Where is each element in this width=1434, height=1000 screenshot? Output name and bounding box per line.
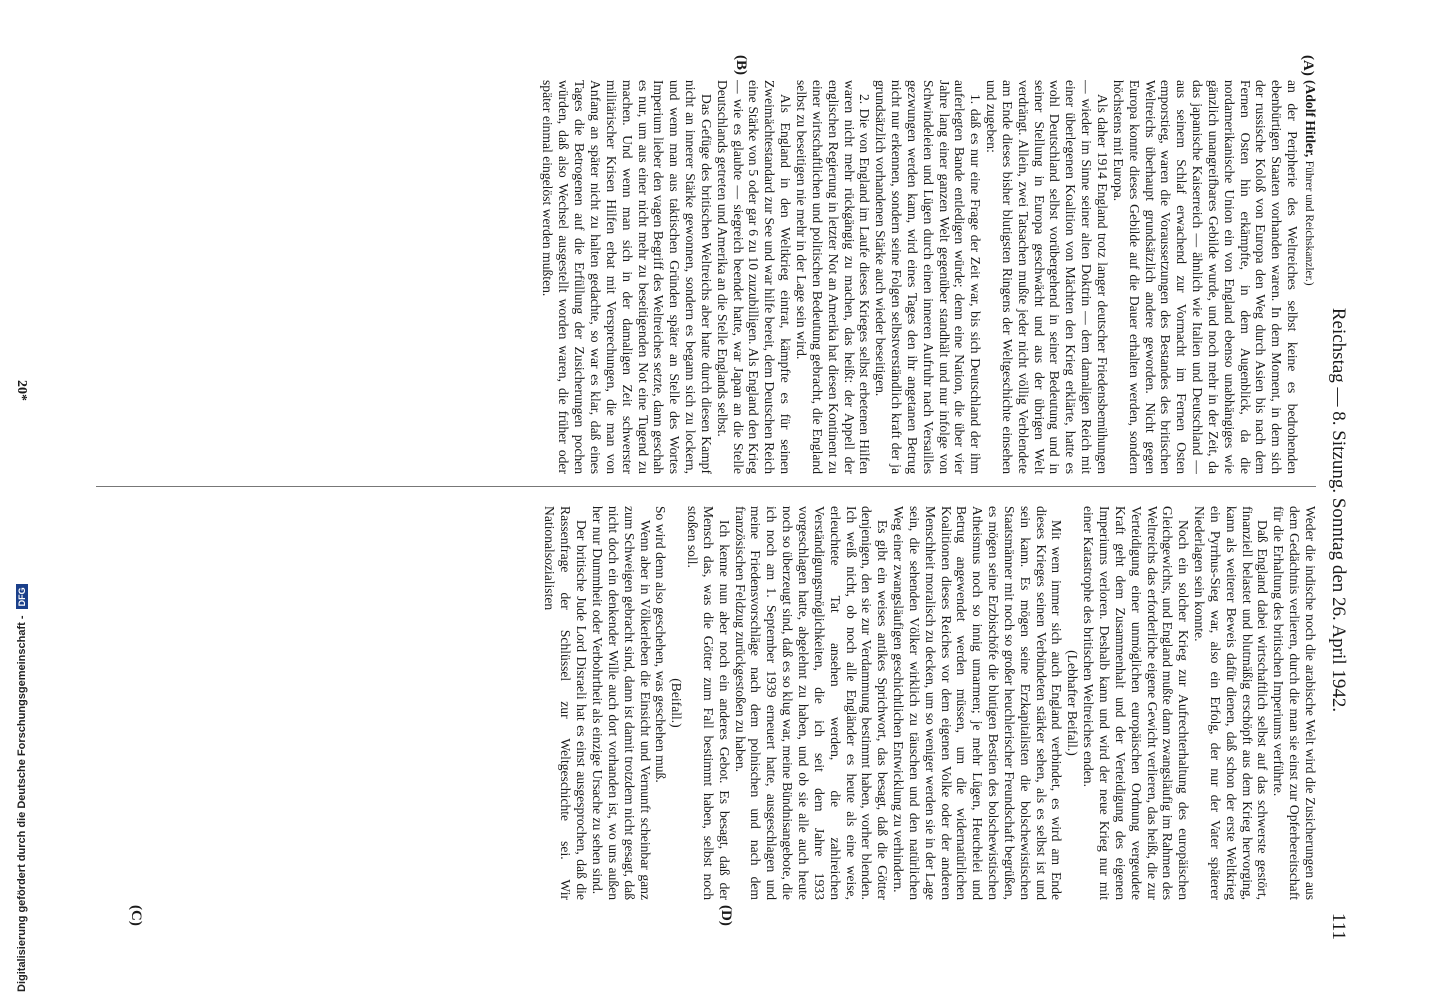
applause-note: (Lebhafter Beifall.)	[1065, 650, 1081, 756]
applause-note: (Beifall.)	[669, 678, 685, 728]
dfg-logo: DFG	[16, 584, 28, 609]
right-paragraph: Daß England dabei wirtschaftlich selbst auf das schwerste gestört, finanziell belastet und blutmäßig erschöpft aus dem Krieg hervorging, kann als weiterer Beweis dafür dienen, daß schon der erste Weltkrieg ein Pyrrhus-Sieg war, also ein Erfolg, der nur der Vater späterer Niederlagen sein konnte.	[1192, 506, 1271, 900]
right-paragraph: Mit wem immer sich auch England verbindet, es wird am Ende dieses Krieges seinen Verbündeten stärker sehen, als es selbst ist und sein kann. Es mögen seine Erzkapitalisten die bolschewistischen Staatsmänner mit noch so großer heuchlerischer Freundschaft begrüßen, es mögen seine Erzbischöfe die blutigen Bestien des bolschewistischen Atheismus noch so innig umarmen; je mehr Lügen, Heuchelei und Betrug angewendet werden müssen, um die widernatürlichen Koalitionen dieses Reiches vor dem eigenen Volke oder der anderen Menschheit moralisch zu decken, um so weniger werden sie in der Lage sein, die sehenden Völker wirklich zu täuschen und den natürlichen Weg einer zwangsläufigen geschichtlichen Entwicklung zu verhindern.	[891, 506, 1065, 900]
right-paragraph: Noch ein solcher Krieg zur Aufrechterhaltung des europäischen Gleichgewichts, und England mußte dann zwangsläufig im Rahmen des Weltreichs das erforderliche eigene Gewicht verlieren, das heißt, die zur Verteidigung einer unmöglichen europäischen Ordnung vergeudete Kraft geht dem Zusammenhalt und der Verteidigung des eigenen Imperiums verloren. Deshalb kann und wird der neue Krieg nur mit einer Katastrophe des britischen Weltreiches enden.	[1081, 506, 1192, 900]
right-paragraph: Der britische Jude Lord Disraeli hat es einst ausgesprochen, daß die Rassenfrage der Schlüssel zur Weltgeschichte sei. Wir Nationalsozialisten	[542, 506, 590, 900]
right-paragraph: Wenn aber in Völkerleben die Einsicht und Vernunft scheinbar ganz zum Schweigen gebracht sind, dann ist damit trotzdem nicht gesagt, daß nicht doch ein denkender Wille auch dort vorhanden ist, wo uns außen her nur Dummheit oder Verbohrtheit als einzige Ursache zu sehen sind.	[590, 506, 653, 900]
signature-mark: 20*	[14, 380, 29, 401]
right-column	[98, 506, 1318, 900]
right-paragraph: Weder die indische noch die arabische Welt wird die Zusicherungen aus dem Gedächtnis verlieren, durch die man sie einst zur Opferbereitschaft für die Erhaltung des britischen Imperiums verführte.	[1271, 506, 1318, 900]
left-paragraph: 2. Die von England im Laufe dieses Krieges selbst erbetenen Hilfen waren nicht mehr rückgängig zu machen, das heißt: der Appell der englischen Regierung in letzter Not an Amerika hat diesen Kontinent zu einer wirtschaftlichen und politischen Bedeutung gebracht, die England selbst zu beseitigen nie mehr in der Lage sein wird.	[794, 80, 873, 474]
page-header	[1325, 80, 1349, 940]
margin-marker-d: (D)	[718, 905, 734, 926]
right-paragraph: So wird denn also geschehen, was geschehen muß.	[653, 506, 669, 783]
left-paragraph: Das Gefüge des britischen Weltreichs aber hatte durch diesen Kampf nicht an innerer Stärke gewonnen, sondern es begann sich zu lockern, und wenn man aus taktischen Gründen später an Stelle des Wortes Imperium lieber den vagen Begriff des Weltreiches setzte, dann geschah es nur, um aus einer nicht mehr zu beseitigenden Not eine Tugend zu machen. Und wenn man sich in der damaligen Zeit schwerster militärischer Krisen Hilfen erbat mit Versprechungen, die man von Anfang an später nicht zu halten gedachte, so war es klar, daß eines Tages die Betrogenen auf die Erfüllung der Zusicherungen pochen würden, daß also Wechsel ausgestellt worden waren, die früher oder später einmal eingelöst werden mußten.	[540, 80, 714, 474]
speaker-title: Führer und Reichskanzler.)	[1303, 160, 1315, 286]
speaker-line	[1300, 80, 1318, 474]
right-paragraph: Es gibt ein weises antikes Sprichwort, das besagt, daß die Götter denjenigen, den sie zur Verdammung bestimmt haben, vorher blenden. Ich weiß nicht, ob noch alle Engländer es heute als eine weise, erleuchtete Tat ansehen werden, die zahlreichen Verständigungsmöglichkeiten, die ich seit dem Jahre 1933 vorgeschlagen hatte, abgelehnt zu haben, und ob sie alle auch heute noch so überzeugt sind, daß es so klug war, meine Bündnisangebote, die ich noch am 1. September 1939 erneuert hatte, ausgeschlagen und meine Friedensvorschläge nach dem polnischen und nach dem französischen Feldzug zurückgestoßen zu haben.	[732, 506, 891, 900]
left-column	[93, 80, 1318, 474]
page-number: 111	[1328, 912, 1349, 940]
left-paragraph: 1. daß es nur eine Frage der Zeit war, bis sich Deutschland der ihm auferlegten Bande entledigen würde; denn eine Nation, die über vier Jahre lang einer ganzen Welt gegenüber standhält und nur infolge von Schwindeleien und Lügen durch einen inneren Aufruhr nach Versailles gezwungen werden kann, wird eines Tages den ihr angetanen Betrug nicht nur erkennen, sondern seine Folgen selbstverständlich kraft der ja grundsätzlich vorhandenen Stärke auch wieder beseitigen.	[873, 80, 984, 474]
speaker-name: (Adolf Hitler,	[1303, 80, 1318, 158]
margin-marker-c: (C)	[128, 905, 144, 926]
left-paragraph: Als England in den Weltkrieg eintrat, kämpfte es für seinen Zweimächtestandard zur See und war hilfe bereit, dem Deutschen Reich eine Stärke von 5 oder gar 6 zu 10 zuzubilligen. Als England den Krieg — wie es glaubte — siegreich beendet hatte, war Japan an die Stelle Deutschlands getreten und Amerika an die Stelle Englands selbst.	[714, 80, 794, 474]
margin-marker-b: (B)	[733, 55, 749, 75]
margin-marker-a: (A)	[1300, 55, 1316, 76]
column-divider	[96, 486, 1316, 487]
header-title: Reichstag — 8. Sitzung. Sonntag den 26. April 1942.	[1328, 307, 1349, 713]
digitization-credit	[16, 584, 28, 992]
right-paragraph: Ich kenne nun aber noch ein anderes Gebot. Es besagt, daß der Mensch das, was die Götter zum Fall bestimmt haben, selbst noch stoßen soll.	[685, 506, 732, 900]
left-paragraph: Als daher 1914 England trotz langer deutscher Friedensbemühungen — wieder im Sinne seiner alten Doktrin — dem damaligen Reich mit einer überlegenen Koalition von Mächten den Krieg erklärte, hatte es wohl Deutschland selbst vorübergehend in seiner Bedeutung und in seiner Stellung in Europa geschwächt und aus der übrigen Welt verdrängt. Allein, zwei Tatsachen mußte jeder nicht völlig Verblendete am Ende dieses bisher blutigsten Ringens der Weltgeschichte einsehen und zugeben:	[984, 80, 1111, 474]
left-paragraph: an der Peripherie des Weltreiches selbst keine es bedrohenden ebenbürtigen Staaten vorhanden waren. In dem Moment, in dem sich der russische Koloß von Europa den Weg durch Asien bis nach dem Fernen Osten hin erkämpfte, in dem Augenblick, da die nordamerikanische Union ein von England ebenso unabhängiges wie gänzlich unangreifbares Gebilde wurde, und noch mehr in der Zeit, da das japanische Kaiserreich — ähnlich wie Italien und Deutschland — aus seinem Schlaf erwachend zur Vormacht im Fernen Osten emporstieg, waren die Voraussetzungen des Bestandes des britischen Weltreichs überhaupt grundsätzlich andere geworden. Nicht gegen Europa konnte dieses Gebilde auf die Dauer erhalten werden, sondern höchstens mit Europa.	[1110, 80, 1301, 474]
credit-text: Digitalisierung gefördert durch die Deutsche Forschungsgemeinschaft -	[16, 615, 28, 992]
